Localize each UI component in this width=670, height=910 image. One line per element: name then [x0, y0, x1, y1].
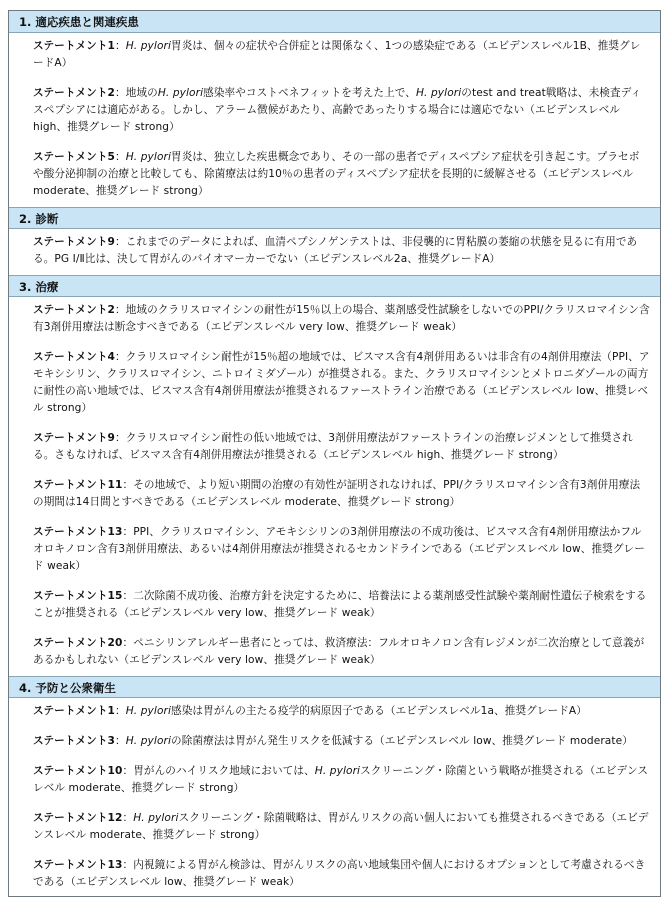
statement-label: ステートメント20 [33, 637, 123, 649]
statement-text: 二次除菌不成功後、治療方針を決定するために、培養法による薬剤感受性試験や薬剤耐性遺伝子検索をすることが推奨される（エビデンスレベル very low、推奨グレード weak） [33, 590, 647, 619]
statement-label: ステートメント9 [33, 432, 116, 444]
section-header: 4. 予防と公衆衛生 [9, 676, 660, 698]
statement [33, 810, 650, 844]
statement [33, 85, 650, 136]
statement-text: の除菌療法は胃がん発生リスクを低減する（エビデンスレベル low、推奨グレード moderate） [171, 735, 633, 747]
statement [33, 635, 650, 669]
species-name: H. pylori [133, 812, 179, 824]
statement-label: ステートメント12 [33, 812, 123, 824]
statement-label: ステートメント13 [33, 526, 123, 538]
statement-text: 胃炎は、個々の症状や合併症とは関係なく、1つの感染症である（エビデンスレベル1B、推奨グレードA） [33, 40, 641, 69]
statement-separator: ： [115, 735, 126, 747]
statement-separator: ： [122, 479, 134, 491]
statement-separator: ： [122, 637, 134, 649]
statement [33, 524, 650, 575]
statement-text: これまでのデータによれば、血清ペプシノゲンテストは、非侵襲的に胃粘膜の萎縮の状態を見るに有用である。PG Ⅰ/Ⅱ比は、決して胃がんのバイオマーカーでない（エビデンスレベル2a、推奨グレードA） [33, 236, 638, 265]
species-name: H. pylori [125, 151, 172, 163]
statement-text: クラリスロマイシン耐性の低い地域では、3剤併用療法がファーストラインの治療レジメンとして推奨される。さもなければ、ビスマス含有4剤併用療法が推奨される（エビデンスレベル high、推奨グレード strong） [33, 432, 633, 461]
section-header: 1. 適応疾患と関連疾患 [9, 11, 660, 33]
statement [33, 234, 650, 268]
section-body [9, 229, 660, 275]
statement-table [8, 10, 661, 897]
statement-label: ステートメント4 [33, 351, 116, 363]
statement-label: ステートメント2 [33, 87, 116, 99]
statement-text: 地域のクラリスロマイシンの耐性が15％以上の場合、薬剤感受性試験をしないでのPPI/クラリスロマイシン含有3剤併用療法は断念すべきである（エビデンスレベル very low、推奨グレード weak） [33, 304, 650, 333]
statement-text: 胃がんのハイリスク地域においては、 [133, 765, 315, 777]
statement-label: ステートメント1 [33, 40, 116, 52]
statement [33, 763, 650, 797]
statement [33, 149, 650, 200]
species-name: H. pylori [314, 765, 361, 777]
species-name: H. pylori [125, 705, 172, 717]
statement-label: ステートメント10 [33, 765, 123, 777]
species-name: H. pylori [125, 735, 172, 747]
statement-separator: ： [115, 151, 126, 163]
statement-text: 胃炎は、独立した疾患概念であり、その一部の患者でディスペプシア症状を引き起こす。プラセボや酸分泌抑制の治療と比較しても、除菌療法は約10％の患者のディスペプシア症状を長期的に緩解させる（エビデンスレベル moderate、推奨グレード strong） [33, 151, 640, 197]
statement-text: PPI、クラリスロマイシン、アモキシシリンの3剤併用療法の不成功後は、ビスマス含有4剤併用療法かフルオロキノロン含有3剤併用療法、あるいは4剤併用療法が推奨されるセカンドラインである（エビデンスレベル low、推奨グレード weak） [33, 526, 645, 572]
statement-separator: ： [122, 526, 134, 538]
statement [33, 733, 650, 750]
statement-text: 地域の [125, 87, 158, 99]
statement [33, 38, 650, 72]
statement-label: ステートメント5 [33, 151, 116, 163]
statement-label: ステートメント3 [33, 735, 116, 747]
section-header: 2. 診断 [9, 207, 660, 229]
statement [33, 302, 650, 336]
statement-label: ステートメント11 [33, 479, 123, 491]
statement-separator: ： [115, 705, 126, 717]
species-name: H. pylori [157, 87, 204, 99]
statement-text: スクリーニング・除菌戦略は、胃がんリスクの高い個人においても推奨されるべきである（エビデンスレベル moderate、推奨グレード strong） [33, 812, 649, 841]
statement-text: クラリスロマイシン耐性が15％超の地域では、ビスマス含有4剤併用あるいは非含有の4剤併用療法（PPI、アモキシシリン、クラリスロマイシン、ニトロイミダゾール）が推奨される。また、クラリスロマイシンとメトロニダゾールの両方に耐性の高い地域では、ビスマス含有4剤併用療法が推奨されるファーストライン治療である（エビデンスレベル low、推奨レベル strong） [33, 351, 650, 414]
statement-separator: ： [122, 812, 134, 824]
section-header: 3. 治療 [9, 275, 660, 297]
section-body [9, 33, 660, 207]
statement-separator: ： [115, 351, 126, 363]
statement-separator: ： [115, 432, 126, 444]
section-body [9, 698, 660, 898]
statement-text: ペニシリンアレルギー患者にとっては、救済療法：フルオロキノロン含有レジメンが二次治療として意義があるかもしれない（エビデンスレベル very low、推奨グレード weak） [33, 637, 645, 666]
statement-text: 感染は胃がんの主たる疫学的病原因子である（エビデンスレベル1a、推奨グレードA） [171, 705, 587, 717]
statement-separator: ： [122, 765, 134, 777]
statement [33, 588, 650, 622]
species-name: H. pylori [415, 87, 462, 99]
statement-separator: ： [115, 304, 126, 316]
statement [33, 349, 650, 417]
species-name: H. pylori [125, 40, 172, 52]
statement-text: 感染率やコストベネフィットを考えた上で、 [203, 87, 416, 99]
statement-label: ステートメント1 [33, 705, 116, 717]
statement-label: ステートメント15 [33, 590, 123, 602]
statement-label: ステートメント13 [33, 859, 123, 871]
statement-label: ステートメント2 [33, 304, 116, 316]
statement-text: のtest and treat戦略は、未検査ディスペプシアには適応がある。しかし、アラーム徴候があたり、高齢であったりする場合には適応でない（エビデンスレベル high、推奨グレード strong） [33, 87, 642, 133]
statement [33, 857, 650, 891]
statement [33, 477, 650, 511]
statement-separator: ： [115, 87, 126, 99]
statement [33, 430, 650, 464]
statement-separator: ： [122, 590, 134, 602]
statement-text: 内視鏡による胃がん検診は、胃がんリスクの高い地域集団や個人におけるオプションとして考慮されるべきである（エビデンスレベル low、推奨グレード weak） [33, 859, 646, 888]
statement-separator: ： [115, 236, 126, 248]
statement-text: スクリーニング・除菌という戦略が推奨される（エビデンスレベル moderate、推奨グレード strong） [33, 765, 649, 794]
statement-text: その地域で、より短い期間の治療の有効性が証明されなければ、PPI/クラリスロマイシン含有3剤併用療法の期間は14日間とすべきである（エビデンスレベル moderate、推奨グレード strong） [33, 479, 641, 508]
statement-separator: ： [115, 40, 126, 52]
statement [33, 703, 650, 720]
statement-separator: ： [122, 859, 134, 871]
statement-label: ステートメント9 [33, 236, 116, 248]
section-body [9, 297, 660, 676]
